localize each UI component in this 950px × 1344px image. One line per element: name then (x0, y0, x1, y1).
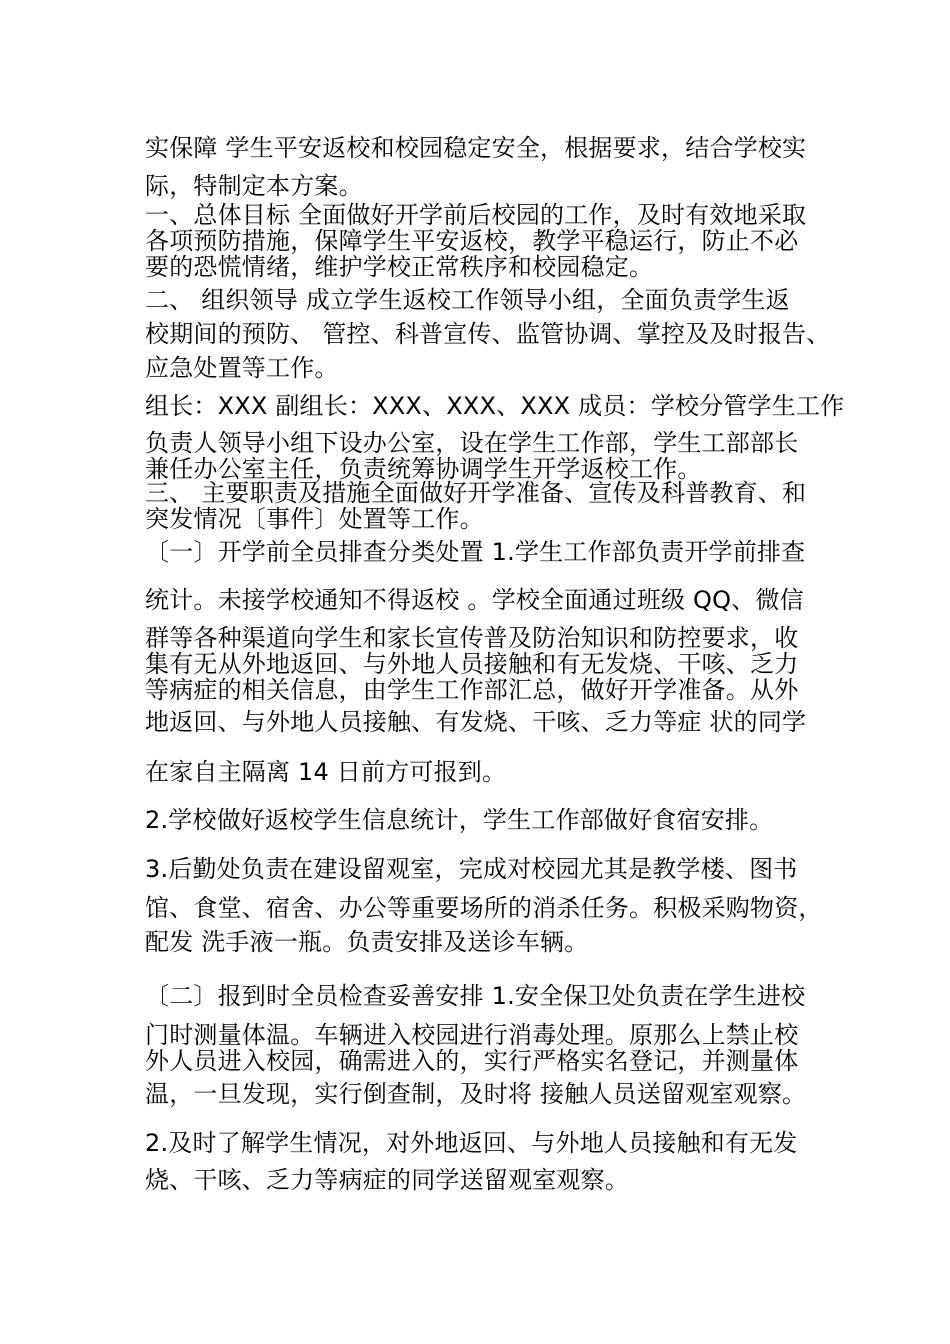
text-line: 等病症的相关信息，由学生工作部汇总，做好开学准备。从外 (145, 676, 799, 704)
text-line: 〔二〕报到时全员检查妥善安排 1.安全保卫处负责在学生进校 (145, 982, 806, 1010)
text-line: 要的恐慌情绪，维护学校正常秩序和校园稳定。 (145, 253, 654, 281)
text-line: 3.后勤处负责在建设留观室，完成对校园尤其是教学楼、图书 (145, 855, 798, 883)
text-line: 组长：XXX 副组长：XXX、XXX、XXX 成员：学校分管学生工作 (145, 392, 845, 420)
text-line: 突发情况〔事件〕处置等工作。 (145, 505, 484, 533)
text-line: 二、 组织领导 成立学生返校工作领导小组，全面负责学生返 (145, 286, 790, 314)
text-line: 一、总体目标 全面做好开学前后校园的工作，及时有效地采取 (145, 201, 807, 229)
text-line: 应急处置等工作。 (145, 354, 339, 382)
text-line: 2.及时了解学生情况，对外地返回、与外地人员接触和有无发 (145, 1129, 798, 1157)
text-line: 兼任办公室主任，负责统筹协调学生开学返校工作。 (145, 455, 702, 483)
text-line: 温，一旦发现，实行倒查制，及时将 接触人员送留观室观察。 (145, 1080, 807, 1108)
text-line: 2.学校做好返校学生信息统计，学生工作部做好食宿安排。 (145, 806, 774, 834)
text-line: 负责人领导小组下设办公室，设在学生工作部，学生工部部长 (145, 429, 799, 457)
text-line: 〔一〕开学前全员排查分类处置 1.学生工作部负责开学前排查 (145, 538, 806, 566)
text-line: 群等各种渠道向学生和家长宣传普及防治知识和防控要求，收 (145, 624, 799, 652)
text-line: 集有无从外地返回、与外地人员接触和有无发烧、干咳、乏力 (145, 650, 799, 678)
text-line: 统计。未接学校通知不得返校 。学校全面通过班级 QQ、微信 (145, 586, 804, 614)
text-line: 门时测量体温。车辆进入校园进行消毒处理。原那么上禁止校 (145, 1021, 799, 1049)
text-line: 在家自主隔离 14 日前方可报到。 (145, 758, 507, 786)
text-line: 地返回、与外地人员接触、有发烧、干咳、乏力等症 状的同学 (145, 708, 807, 736)
text-line: 配发 洗手液一瓶。负责安排及送诊车辆。 (145, 928, 589, 956)
text-line: 各项预防措施，保障学生平安返校，教学平稳运行，防止不必 (145, 227, 799, 255)
text-line: 外人员进入校园，确需进入的，实行严格实名登记，并测量体 (145, 1047, 799, 1075)
text-line: 际，特制定本方案。 (145, 172, 363, 200)
text-line: 校期间的预防、 管控、科普宣传、监管协调、掌控及及时报告、 (145, 320, 831, 348)
text-line: 烧、干咳、乏力等病症的同学送留观室观察。 (145, 1166, 629, 1194)
text-line: 馆、食堂、宿舍、办公等重要场所的消杀任务。积极采购物资， (145, 894, 823, 922)
text-line: 三、 主要职责及措施全面做好开学准备、宣传及科普教育、和 (145, 479, 807, 507)
text-line: 实保障 学生平安返校和校园稳定安全，根据要求，结合学校实 (145, 134, 807, 162)
